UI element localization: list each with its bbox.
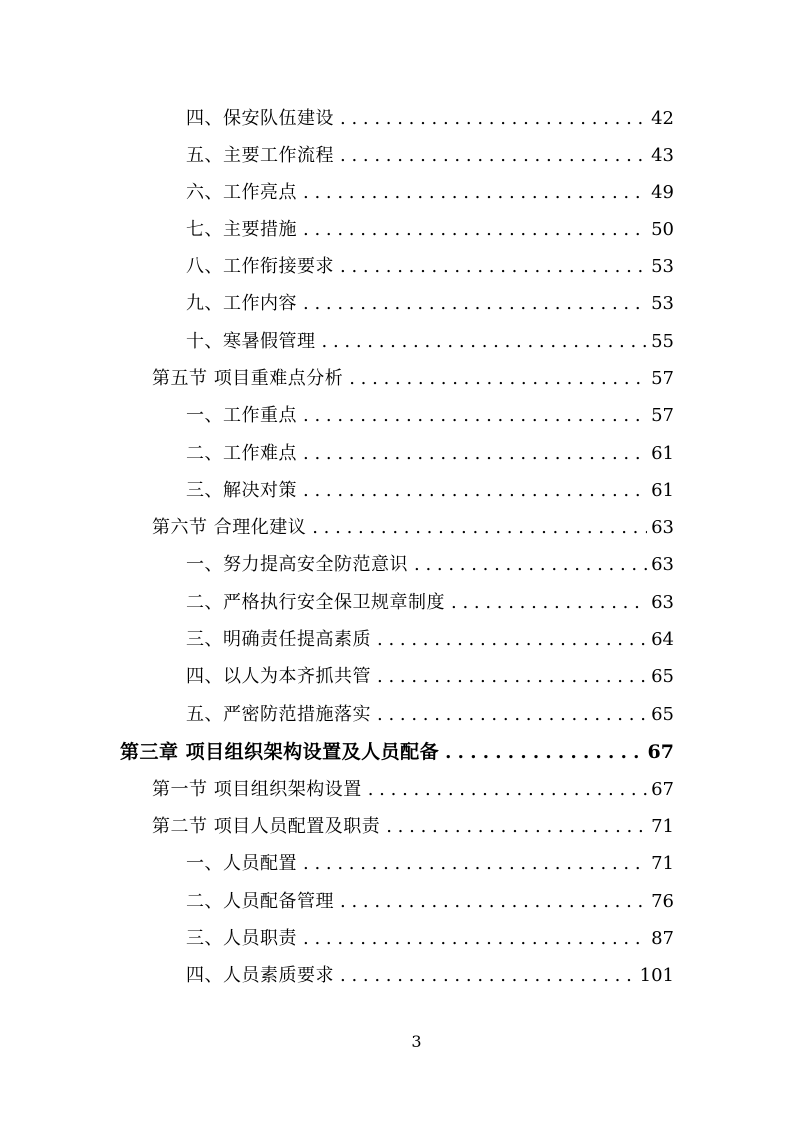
toc-entry[interactable] [186, 661, 674, 693]
toc-entry-title: 四、保安队伍建设 [186, 108, 334, 129]
toc-entry-page: 67 [651, 779, 674, 800]
toc-entry-page: 57 [651, 368, 674, 389]
toc-entry-title: 二、严格执行安全保卫规章制度 [186, 592, 445, 613]
toc-entry-title: 八、工作衔接要求 [186, 256, 334, 277]
toc-entry-title: 二、工作难点 [186, 443, 297, 464]
toc-entry-title: 二、人员配备管理 [186, 891, 334, 912]
toc-leader-dots [297, 177, 647, 209]
toc-entry-page: 63 [651, 554, 674, 575]
toc-entry-page: 49 [651, 182, 674, 203]
toc-entry[interactable] [186, 587, 674, 619]
toc-leader-dots [297, 475, 647, 507]
toc-entry[interactable] [186, 288, 674, 320]
toc-entry-title: 三、解决对策 [186, 480, 297, 501]
toc-entry-title: 三、明确责任提高素质 [186, 629, 371, 650]
toc-entry-title: 一、工作重点 [186, 405, 297, 426]
toc-entry-page: 43 [651, 145, 674, 166]
toc-leader-dots [297, 214, 647, 246]
toc-entry[interactable] [186, 699, 674, 731]
toc-entry-page: 42 [651, 108, 674, 129]
toc-leader-dots [445, 587, 647, 619]
toc-leader-dots [334, 140, 647, 172]
toc-leader-dots [371, 699, 647, 731]
toc-entry-title: 第一节 项目组织架构设置 [152, 779, 362, 800]
toc-leader-dots [297, 848, 647, 880]
toc-entry-page: 65 [651, 666, 674, 687]
toc-entry-page: 63 [651, 592, 674, 613]
toc-entry[interactable] [186, 475, 674, 507]
toc-leader-dots [334, 960, 636, 992]
toc-entry-title: 第五节 项目重难点分析 [152, 368, 344, 389]
toc-entry-title: 七、主要措施 [186, 219, 297, 240]
toc-leader-dots [334, 886, 647, 918]
toc-entry[interactable] [186, 140, 674, 172]
toc-entry[interactable] [186, 886, 674, 918]
toc-leader-dots [334, 251, 647, 283]
toc-entry-title: 十、寒暑假管理 [186, 331, 316, 352]
toc-entry-page: 64 [651, 629, 674, 650]
toc-entry-page: 50 [651, 219, 674, 240]
toc-entry[interactable] [186, 103, 674, 135]
toc-entry-title: 四、以人为本齐抓共管 [186, 666, 371, 687]
toc-entry[interactable] [186, 624, 674, 656]
toc-leader-dots [439, 737, 643, 768]
toc-entry[interactable] [120, 736, 674, 768]
toc-entry-title: 九、工作内容 [186, 293, 297, 314]
toc-leader-dots [297, 288, 647, 320]
toc-leader-dots [297, 400, 647, 432]
toc-entry-page: 65 [651, 704, 674, 725]
toc-entry[interactable] [186, 438, 674, 470]
toc-entry-page: 55 [651, 331, 674, 352]
toc-entry[interactable] [186, 326, 674, 358]
toc-leader-dots [380, 811, 647, 843]
toc-entry[interactable] [186, 251, 674, 283]
toc-leader-dots [371, 661, 647, 693]
toc-entry-title: 三、人员职责 [186, 928, 297, 949]
toc-entry[interactable] [186, 923, 674, 955]
toc-entry[interactable] [152, 363, 674, 395]
toc-leader-dots [316, 326, 648, 358]
toc-leader-dots [334, 103, 647, 135]
toc-entry-title: 第六节 合理化建议 [152, 517, 307, 538]
toc-entry-page: 57 [651, 405, 674, 426]
toc-entry-page: 61 [651, 480, 674, 501]
toc-entry-title: 六、工作亮点 [186, 182, 297, 203]
toc-entry[interactable] [152, 512, 674, 544]
toc-entry[interactable] [152, 811, 674, 843]
toc-entry-page: 71 [651, 816, 674, 837]
toc-entry-title: 五、主要工作流程 [186, 145, 334, 166]
toc-entry-title: 一、努力提高安全防范意识 [186, 554, 408, 575]
toc-entry-page: 76 [651, 891, 674, 912]
toc-entry-title: 四、人员素质要求 [186, 965, 334, 986]
toc-entry-page: 67 [647, 741, 674, 763]
toc-leader-dots [297, 923, 647, 955]
toc-entry[interactable] [186, 960, 674, 992]
toc-leader-dots [343, 363, 647, 395]
toc-entry-page: 87 [651, 928, 674, 949]
toc-entry[interactable] [186, 400, 674, 432]
toc-leader-dots [408, 549, 647, 581]
toc-leader-dots [362, 774, 647, 806]
toc-leader-dots [297, 438, 647, 470]
toc-entry-page: 61 [651, 443, 674, 464]
toc-entry[interactable] [186, 177, 674, 209]
toc-entry-page: 71 [651, 853, 674, 874]
toc-entry-page: 63 [651, 517, 674, 538]
toc-leader-dots [306, 512, 647, 544]
toc-entry-title: 五、严密防范措施落实 [186, 704, 371, 725]
toc-leader-dots [371, 624, 647, 656]
page-number: 3 [411, 1032, 422, 1051]
toc-entry[interactable] [186, 549, 674, 581]
toc-entry-page: 101 [639, 965, 674, 986]
toc-entry-title: 第三章 项目组织架构设置及人员配备 [120, 741, 440, 763]
toc-entry-title: 一、人员配置 [186, 853, 297, 874]
toc-entry-title: 第二节 项目人员配置及职责 [152, 816, 381, 837]
toc-entry-page: 53 [651, 256, 674, 277]
toc-entry[interactable] [186, 848, 674, 880]
toc-entry-page: 53 [651, 293, 674, 314]
toc-entry[interactable] [186, 214, 674, 246]
toc-entry[interactable] [152, 774, 674, 806]
